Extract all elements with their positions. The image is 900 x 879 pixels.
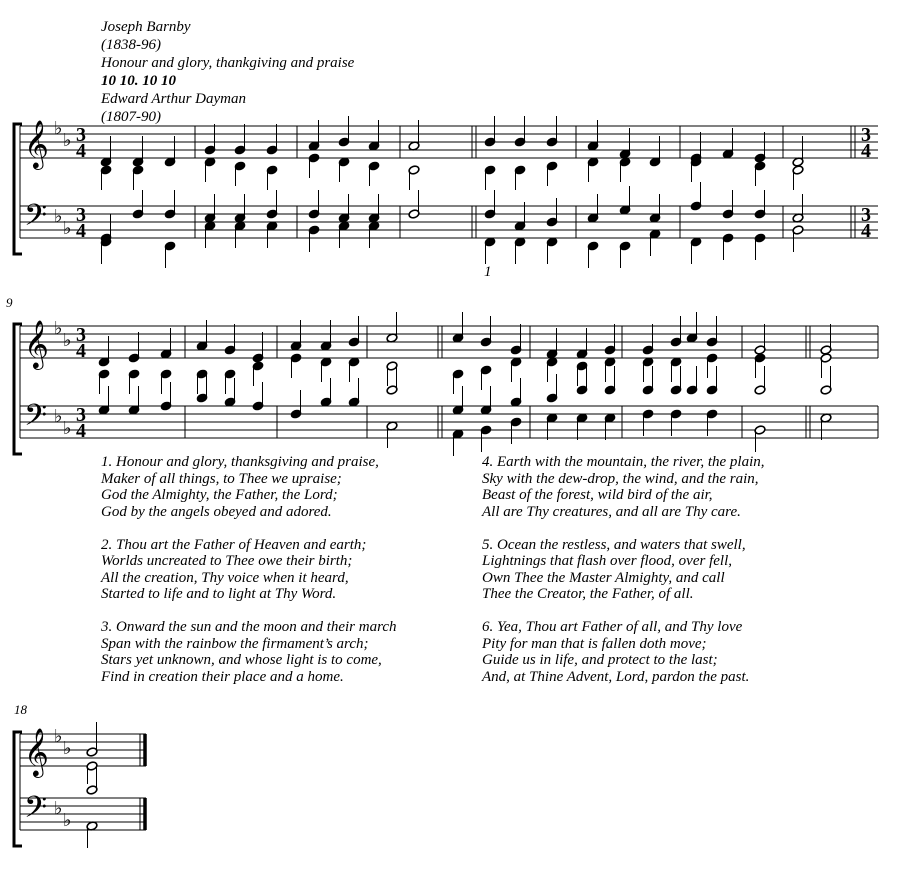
verse-line: God the Almighty, the Father, the Lord;: [101, 487, 338, 503]
verse-block: [482, 454, 764, 520]
verse-line: Find in creation their place and a home.: [101, 668, 344, 685]
time-signature-lower: 4: [861, 220, 871, 242]
footnote-marker: 1: [484, 264, 492, 280]
verse-line: Sky with the dew-drop, the wind, and the rain,: [482, 470, 759, 487]
bass-clef-icon: 𝄢: [24, 399, 48, 440]
verse-line: All are Thy creatures, and all are Thy care.: [482, 503, 741, 520]
verse-line: Guide us in life, and protect to the last;: [482, 652, 718, 668]
flat-icon: ♭: [54, 318, 63, 339]
flat-icon: ♭: [63, 418, 72, 439]
time-signature-upper: 3: [76, 324, 86, 346]
verse-block: [482, 619, 764, 685]
system-2: [6, 295, 878, 456]
time-signature-upper: 3: [861, 124, 871, 146]
author-dates: (1807-90): [101, 109, 161, 125]
measure-number: 9: [6, 295, 13, 310]
verse-line: Thee the Creator, the Father, of all.: [482, 586, 694, 602]
author-name: Edward Arthur Dayman: [101, 91, 247, 107]
verse-line: Pity for man that is fallen doth move;: [482, 635, 707, 652]
composer-name: Joseph Barnby: [101, 19, 191, 35]
tune-title: Honour and glory, thankgiving and praise: [101, 55, 355, 71]
system-1: [14, 116, 878, 280]
verse-line: 6. Yea, Thou art Father of all, and Thy love: [482, 619, 743, 635]
time-signature-upper: 3: [76, 204, 86, 226]
composer-dates: (1838-96): [101, 37, 161, 53]
verse-line: 4. Earth with the mountain, the river, the plain,: [482, 454, 765, 470]
time-signature-upper: 3: [76, 124, 86, 146]
system-bracket: [14, 124, 22, 254]
verse-line: 1. Honour and glory, thanksgiving and praise,: [101, 454, 379, 470]
verse-line: All the creation, Thy voice when it heard,: [101, 569, 349, 586]
time-signature-lower: 4: [76, 340, 86, 362]
system-3: [14, 702, 146, 848]
flat-icon: ♭: [54, 798, 63, 819]
verse-block: [482, 537, 764, 603]
verse-line: Lightnings that flash over flood, over fell,: [482, 553, 732, 569]
verse-line: Worlds uncreated to Thee owe their birth;: [101, 553, 353, 569]
time-signature-lower: 4: [861, 140, 871, 162]
measure-number: 18: [14, 702, 27, 717]
verse-line: Started to life and to light at Thy Word.: [101, 586, 337, 602]
verse-block: [101, 454, 397, 520]
time-signature-lower: 4: [76, 420, 86, 442]
flat-icon: ♭: [63, 218, 72, 239]
flat-icon: ♭: [63, 330, 72, 351]
system-bracket: [14, 732, 22, 846]
treble-clef-icon: 𝄞: [24, 119, 49, 168]
verse-line: 5. Ocean the restless, and waters that swell,: [482, 536, 746, 553]
verse-line: 3. Onward the sun and the moon and their march: [101, 619, 397, 635]
verse-line: Own Thee the Master Almighty, and call: [482, 569, 725, 586]
time-signature-upper: 3: [76, 404, 86, 426]
bass-clef-icon: 𝄢: [24, 199, 48, 240]
time-signature-lower: 4: [76, 220, 86, 242]
verses-left-column: [101, 454, 397, 702]
verse-block: [101, 537, 397, 603]
bass-clef-icon: 𝄢: [24, 791, 48, 832]
flat-icon: ♭: [63, 810, 72, 831]
verse-line: Maker of all things, to Thee we upraise;: [101, 470, 342, 487]
verse-line: Beast of the forest, wild bird of the air,: [482, 487, 713, 503]
verse-line: And, at Thine Advent, Lord, pardon the past.: [482, 668, 750, 685]
verse-line: God by the angels obeyed and adored.: [101, 503, 332, 520]
flat-icon: ♭: [54, 726, 63, 747]
flat-icon: ♭: [63, 738, 72, 759]
flat-icon: ♭: [63, 130, 72, 151]
verse-block: [101, 619, 397, 685]
verse-line: Stars yet unknown, and whose light is to come,: [101, 652, 382, 668]
flat-icon: ♭: [54, 206, 63, 227]
flat-icon: ♭: [54, 118, 63, 139]
treble-clef-icon: 𝄞: [24, 727, 49, 776]
verse-line: Span with the rainbow the firmament’s arch;: [101, 635, 369, 652]
time-signature-upper: 3: [861, 204, 871, 226]
meter: 10 10. 10 10: [101, 73, 176, 89]
flat-icon: ♭: [54, 406, 63, 427]
system-bracket: [14, 324, 22, 454]
verse-line: 2. Thou art the Father of Heaven and earth;: [101, 536, 367, 553]
treble-clef-icon: 𝄞: [24, 319, 49, 368]
verses-right-column: [482, 454, 764, 702]
time-signature-lower: 4: [76, 140, 86, 162]
